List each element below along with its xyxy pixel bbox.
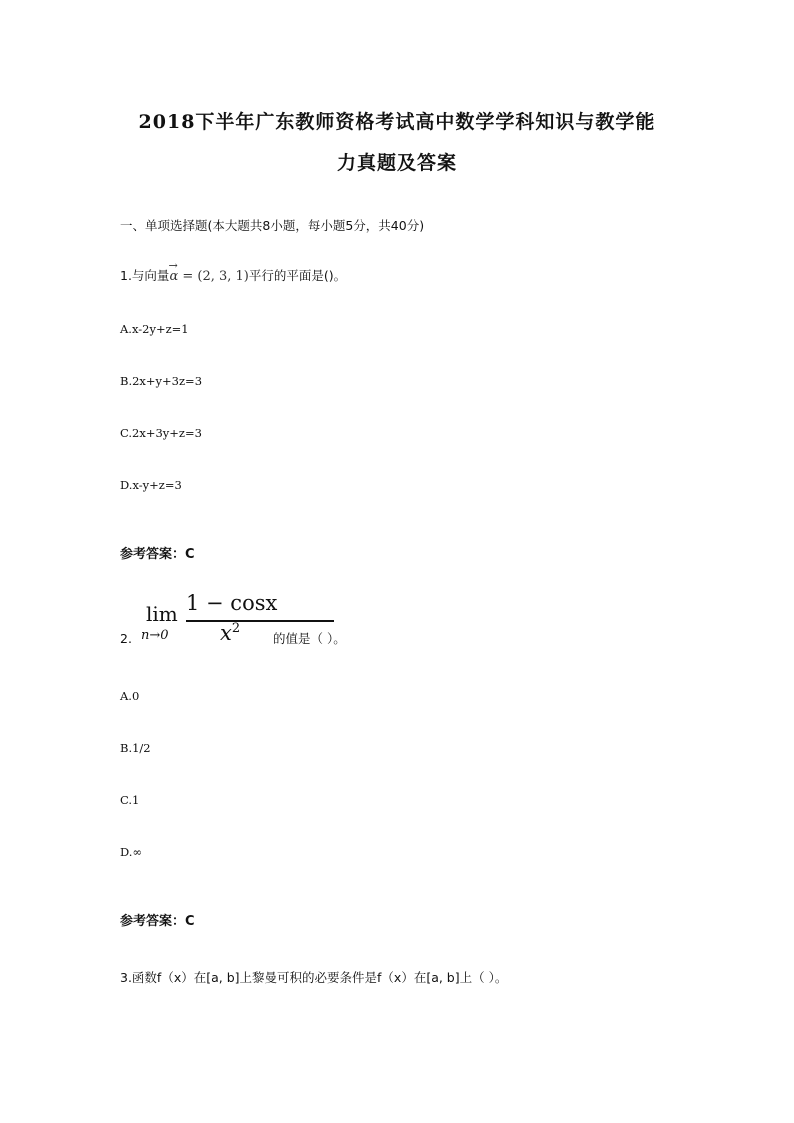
document-title-line-1: 2018下半年广东教师资格考试高中数学学科知识与教学能 bbox=[138, 111, 656, 133]
limit-subscript: n→0 bbox=[141, 628, 169, 643]
question-1-prefix: 1.与向量 bbox=[120, 268, 170, 283]
document-title-line-2: 力真题及答案 bbox=[336, 152, 457, 174]
question-3: 3.函数f（x）在[a, b]上黎曼可积的必要条件是f（x）在[a, b]上（ ）。 bbox=[120, 970, 508, 985]
question-1-option-b: B.2x+y+3z=3 bbox=[120, 374, 203, 388]
question-1-option-a: A.x-2y+z=1 bbox=[120, 322, 189, 336]
question-2 bbox=[120, 591, 480, 654]
question-1-answer: 参考答案：C bbox=[120, 547, 195, 562]
question-2-number: 2. bbox=[120, 631, 132, 646]
question-1-option-d: D.x-y+z=3 bbox=[120, 478, 182, 492]
limit-operator: lim bbox=[146, 602, 178, 626]
vector-alpha: → α bbox=[168, 259, 179, 284]
question-2-option-d: D.∞ bbox=[120, 845, 143, 859]
question-1-option-c: C.2x+3y+z=3 bbox=[120, 426, 202, 440]
question-2-suffix: 的值是（ ）。 bbox=[273, 631, 346, 646]
question-1 bbox=[120, 259, 347, 284]
fraction-bar bbox=[186, 620, 334, 622]
section-header: 一、单项选择题(本大题共8小题，每小题5分，共40分) bbox=[120, 218, 425, 233]
question-1-vector: → α = (2, 3, 1) bbox=[168, 259, 249, 284]
question-2-option-b: B.1/2 bbox=[120, 741, 151, 755]
fraction-denominator: $x^2$ bbox=[220, 621, 241, 645]
question-2-answer: 参考答案：C bbox=[120, 914, 195, 929]
fraction-numerator: 1 − cosx bbox=[186, 591, 278, 615]
question-2-option-c: C.1 bbox=[120, 793, 140, 807]
vector-arrow-icon: → bbox=[168, 259, 178, 272]
question-1-suffix: 平行的平面是()。 bbox=[248, 268, 347, 283]
question-2-option-a: A.0 bbox=[120, 689, 140, 703]
